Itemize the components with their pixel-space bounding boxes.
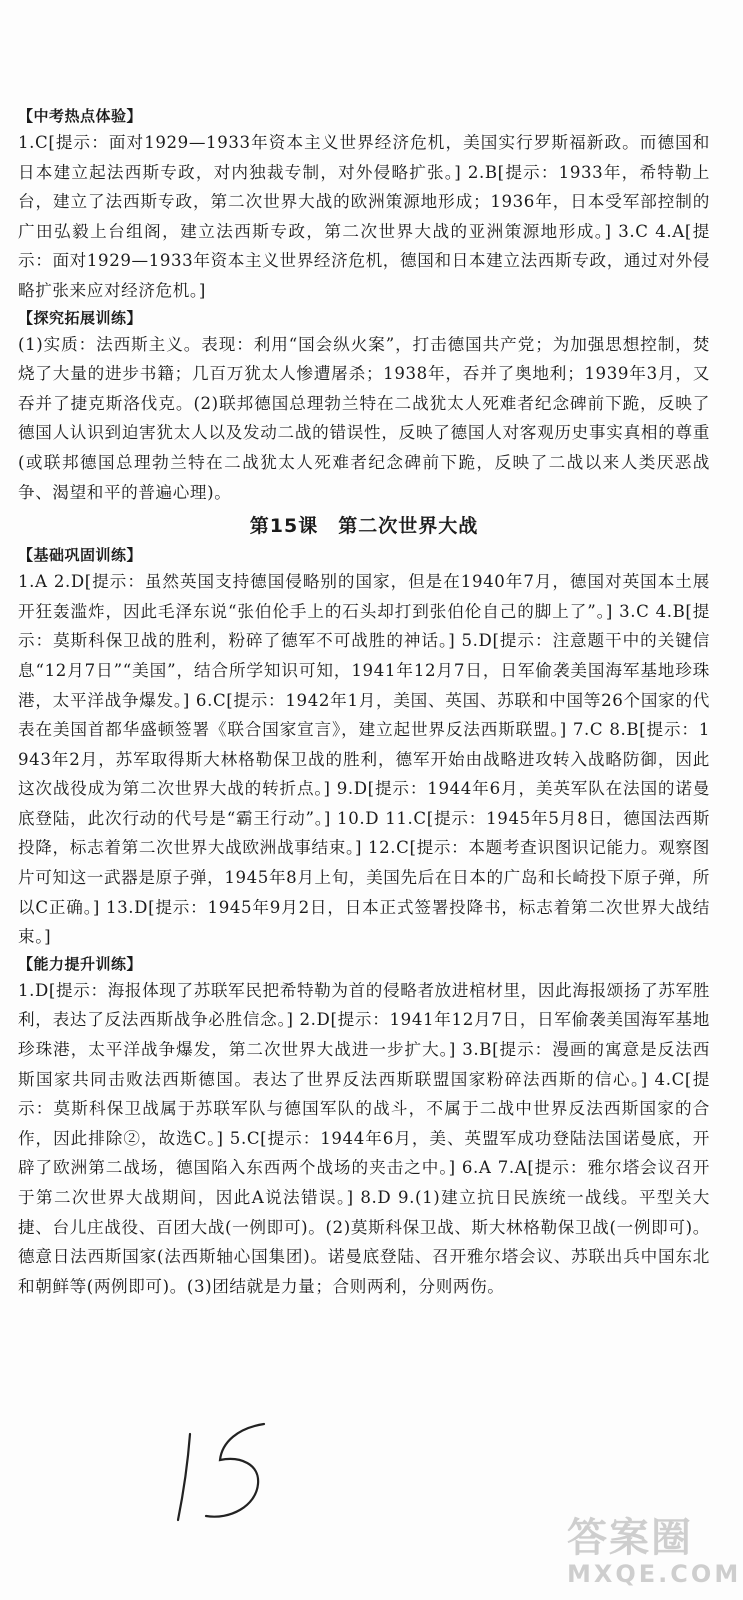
answer-page bbox=[18, 104, 710, 1301]
section-heading-basic-training: 【基础巩固训练】 bbox=[18, 546, 143, 565]
section-text-exploration: (1)实质：法西斯主义。表现：利用“国会纵火案”，打击德国共产党；为加强思想控制，焚烧了大量的进步书籍；几百万犹太人惨遭屠杀；1938年，吞并了奥地利；1939年3月，又吞并了捷克斯洛伐克。(2)联邦德国总理勃兰特在二战犹太人死难者纪念碑前下跪，反映了德国人认识到迫害犹太人以及发动二战的错误性，反映了德国人对客观历史事实真相的尊重(或联邦德国总理勃兰特在二战犹太人死难者纪念碑前下跪，反映了二战以来人类厌恶战争、渴望和平的普遍心理)。 bbox=[18, 334, 710, 502]
section-heading-exploration: 【探究拓展训练】 bbox=[18, 308, 143, 327]
handwritten-number-15 bbox=[160, 1420, 290, 1530]
section-text-ability-training: 1.D[提示：海报体现了苏联军民把希特勒为首的侵略者放进棺材里，因此海报颂扬了苏军胜利，表达了反法西斯战争必胜信念。] 2.D[提示：1941年12月7日，日军偷袭美国海军基地珍珠港，太平洋战争爆发，第二次世界大战进一步扩大。] 3.B[提示：漫画的寓意是反法西斯国家共同击败法西斯德国。表达了世界反法西斯联盟国家粉碎法西斯的信心。] 4.C[提示：莫斯科保卫战属于苏联军队与德国军队的战斗，不属于二战中世界反法西斯国家的合作，因此排除②，故选C。] 5.C[提示：1944年6月，美、英盟军成功登陆法国诺曼底，开辟了欧洲第二战场，德国陷入东西两个战场的夹击之中。] 6.A 7.A[提示：雅尔塔会议召开于第二次世界大战期间，因此A说法错误。] 8.D 9.(1)建立抗日民族统一战线。平型关大捷、台儿庄战役、百团大战(一例即可)。(2)莫斯科保卫战、斯大林格勒保卫战(一例即可)。德意日法西斯国家(法西斯轴心国集团)。诺曼底登陆、召开雅尔塔会议、苏联出兵中国东北和朝鲜等(两例即可)。(3)团结就是力量；合则两利，分则两伤。 bbox=[18, 980, 710, 1296]
section-text-exam-hotspot: 1.C[提示：面对1929—1933年资本主义世界经济危机，美国实行罗斯福新政。而德国和日本建立起法西斯专政，对内独裁专制，对外侵略扩张。] 2.B[提示：1933年，希特勒上台，建立了法西斯专政，第二次世界大战的欧洲策源地形成；1936年，日本受军部控制的广田弘毅上台组阁，建立法西斯专政，第二次世界大战的亚洲策源地形成。] 3.C 4.A[提示：面对1929—1933年资本主义世界经济危机，德国和日本建立法西斯专政，通过对外侵略扩张来应对经济危机。] bbox=[18, 133, 710, 300]
watermark-en: MXQE.COM bbox=[567, 1560, 742, 1588]
section-heading-exam-hotspot: 【中考热点体验】 bbox=[18, 107, 143, 125]
watermark-logo bbox=[567, 1515, 742, 1594]
lesson-title: 第15课 第二次世界大战 bbox=[249, 515, 479, 538]
watermark-cn: 答案圈 bbox=[567, 1515, 693, 1561]
section-text-basic-training: 1.A 2.D[提示：虽然英国支持德国侵略别的国家，但是在1940年7月，德国对英国本土展开狂轰滥炸，因此毛泽东说“张伯伦手上的石头却打到张伯伦自己的脚上了”。] 3.C 4.B[提示：莫斯科保卫战的胜利，粉碎了德军不可战胜的神话。] 5.D[提示：注意题干中的关键信息“12月7日”“美国”，结合所学知识可知，1941年12月7日，日军偷袭美国海军基地珍珠港，太平洋战争爆发。] 6.C[提示：1942年1月，美国、英国、苏联和中国等26个国家的代表在美国首都华盛顿签署《联合国家宣言》，建立起世界反法西斯联盟。] 7.C 8.B[提示：1943年2月，苏军取得斯大林格勒保卫战的胜利，德军开始由战略进攻转入战略防御，因此这次战役成为第二次世界大战的转折点。] 9.D[提示：1944年6月，美英军队在法国的诺曼底登陆，此次行动的代号是“霸王行动”。] 10.D 11.C[提示：1945年5月8日，德国法西斯投降，标志着第二次世界大战欧洲战事结束。] 12.C[提示：本题考查识图识记能力。观察图片可知这一武器是原子弹，1945年8月上旬，美国先后在日本的广岛和长崎投下原子弹，所以C正确。] 13.D[提示：1945年9月2日，日本正式签署投降书，标志着第二次世界大战结束。] bbox=[18, 572, 710, 947]
section-heading-ability-training: 【能力提升训练】 bbox=[18, 954, 143, 973]
